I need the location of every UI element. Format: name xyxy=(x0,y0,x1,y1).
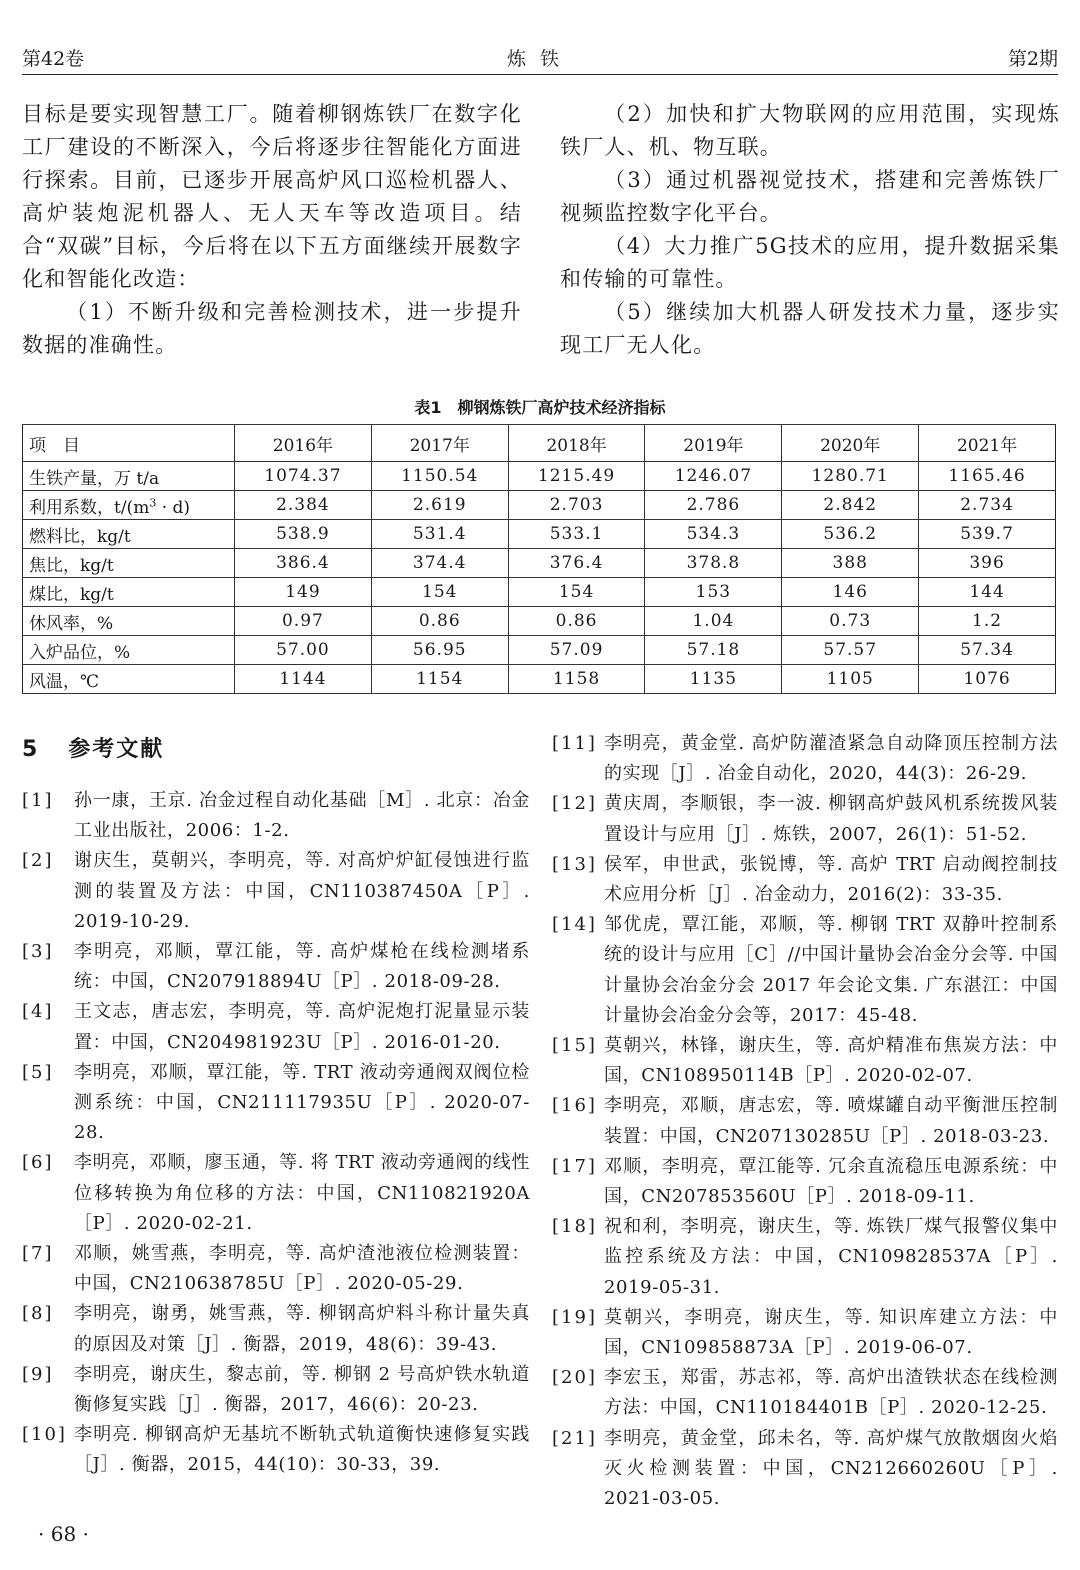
column-header: 项 目 xyxy=(23,425,235,462)
table-cell: 374.4 xyxy=(371,549,508,578)
reference-item xyxy=(552,910,1058,1031)
table-row xyxy=(23,462,1056,491)
reference-item xyxy=(552,1212,1058,1303)
column-header: 2016年 xyxy=(235,425,372,462)
body-paragraph: 目标是要实现智慧工厂。随着柳钢炼铁厂在数字化工厂建设的不断深入，今后将逐步往智能化方面进行探索。目前，已逐步开展高炉风口巡检机器人、高炉装炮泥机器人、无人天车等改造项目。结合“双碳”目标，今后将在以下五方面继续开展数字化和智能化改造： xyxy=(22,102,522,291)
reference-item xyxy=(22,1239,530,1299)
table-cell: 1150.54 xyxy=(371,462,508,491)
table-cell: 57.34 xyxy=(919,636,1056,665)
table-cell: 2.734 xyxy=(919,491,1056,520)
table-cell: 154 xyxy=(508,578,645,607)
issue-label: 第2期 xyxy=(1007,48,1058,70)
table-cell: 1154 xyxy=(371,665,508,694)
reference-number: [8] xyxy=(22,1303,54,1325)
table-cell: 56.95 xyxy=(371,636,508,665)
reference-text: 莫朝兴，李明亮，谢庆生，等. 知识库建立方法：中国，CN109858873A［P］. 2019-06-07. xyxy=(604,1306,1058,1359)
row-label: 煤比，kg/t xyxy=(23,578,235,607)
table-cell: 1076 xyxy=(919,665,1056,694)
list-item: （3）通过机器视觉技术，搭建和完善炼铁厂视频监控数字化平台。 xyxy=(560,168,1060,225)
reference-text: 孙一康，王京. 冶金过程自动化基础［M］. 北京：冶金工业出版社，2006：1-2. xyxy=(74,790,530,842)
reference-item xyxy=(22,1299,530,1359)
table-cell: 1280.71 xyxy=(782,462,919,491)
reference-text: 李明亮，谢庆生，黎志前，等. 柳钢 2 号高炉铁水轨道衡修复实践［J］. 衡器，2017，46(6)：20-23. xyxy=(74,1363,530,1416)
reference-text: 邓顺，李明亮，覃江能等. 冗余直流稳压电源系统：中国，CN207853560U［P］. 2018-09-11. xyxy=(604,1155,1058,1208)
reference-text: 李明亮. 柳钢高炉无基坑不断轨式轨道衡快速修复实践［J］. 衡器，2015，44(10)：30-33，39. xyxy=(74,1424,530,1476)
table-cell: 378.8 xyxy=(645,549,782,578)
table-cell: 1158 xyxy=(508,665,645,694)
reference-text: 李明亮，邓顺，廖玉通，等. 将 TRT 液动旁通阀的线性位移转换为角位移的方法：中国，CN110821920A［P］. 2020-02-21. xyxy=(74,1152,530,1234)
reference-number: [1] xyxy=(22,790,54,811)
column-header: 2018年 xyxy=(508,425,645,462)
table-cell: 0.86 xyxy=(508,607,645,636)
table-cell: 1215.49 xyxy=(508,462,645,491)
table-cell: 1.2 xyxy=(919,607,1056,636)
table-cell: 539.7 xyxy=(919,520,1056,549)
table-cell: 0.97 xyxy=(235,607,372,636)
reference-number: [10] xyxy=(22,1424,67,1446)
table-row xyxy=(23,578,1056,607)
reference-number: [5] xyxy=(22,1061,54,1083)
reference-number: [9] xyxy=(22,1363,54,1385)
table-cell: 57.00 xyxy=(235,636,372,665)
reference-text: 莫朝兴，林锋，谢庆生，等. 高炉精准布焦炭方法：中国，CN108950114B［P］. 2020-02-07. xyxy=(604,1035,1058,1087)
reference-item xyxy=(552,1424,1058,1515)
row-label-superscript: 3 xyxy=(149,495,157,509)
table-cell: 388 xyxy=(782,549,919,578)
body-column-right xyxy=(560,98,1060,362)
table-cell: 2.842 xyxy=(782,491,919,520)
reference-text: 李明亮，邓顺，唐志宏，等. 喷煤罐自动平衡泄压控制装置：中国，CN207130285U［P］. 2018-03-23. xyxy=(604,1095,1058,1147)
reference-item xyxy=(22,1148,530,1239)
table-cell: 2.786 xyxy=(645,491,782,520)
row-label-main: 利用系数，t/(m xyxy=(29,497,150,518)
section-number: 5 xyxy=(22,737,40,762)
table-cell: 144 xyxy=(919,578,1056,607)
table-cell: 57.18 xyxy=(645,636,782,665)
table-row xyxy=(23,549,1056,578)
row-label: 燃料比，kg/t xyxy=(23,520,235,549)
reference-number: [12] xyxy=(552,793,597,815)
table-cell: 531.4 xyxy=(371,520,508,549)
reference-text: 李明亮，黄金堂，邱未名，等. 高炉煤气放散烟囱火焰灭火检测装置：中国，CN212660260U［P］. 2021-03-05. xyxy=(604,1427,1058,1510)
column-header: 2020年 xyxy=(782,425,919,462)
table-cell: 57.57 xyxy=(782,636,919,665)
row-label: 休风率，% xyxy=(23,607,235,636)
column-header: 2017年 xyxy=(371,425,508,462)
reference-item xyxy=(552,1363,1058,1423)
reference-text: 王文志，唐志宏，李明亮，等. 高炉泥炮打泥量显示装置：中国，CN204981923U［P］. 2016-01-20. xyxy=(74,1001,530,1053)
reference-item xyxy=(552,729,1058,789)
table-cell: 2.384 xyxy=(235,491,372,520)
indicator-table xyxy=(22,424,1056,694)
table-row xyxy=(23,607,1056,636)
reference-number: [21] xyxy=(552,1427,597,1449)
table-cell: 2.703 xyxy=(508,491,645,520)
reference-number: [3] xyxy=(22,941,54,963)
list-item: （4）大力推广5G技术的应用，提升数据采集和传输的可靠性。 xyxy=(560,234,1060,291)
reference-number: [4] xyxy=(22,1001,54,1023)
table-cell: 0.73 xyxy=(782,607,919,636)
reference-text: 李明亮，邓顺，覃江能，等. 高炉煤枪在线检测堵系统：中国，CN207918894U［P］. 2018-09-28. xyxy=(74,941,530,993)
table-caption: 表1 柳钢炼铁厂高炉技术经济指标 xyxy=(414,398,666,417)
reference-number: [2] xyxy=(22,850,54,872)
reference-item xyxy=(22,937,530,997)
table-row xyxy=(23,665,1056,694)
row-label: 焦比，kg/t xyxy=(23,549,235,578)
reference-number: [20] xyxy=(552,1367,597,1389)
row-label xyxy=(23,491,235,520)
table-row xyxy=(23,520,1056,549)
reference-text: 黄庆周，李顺银，李一波. 柳钢高炉鼓风机系统拨风装置设计与应用［J］. 炼铁，2007，26(1)：51-52. xyxy=(604,793,1058,845)
row-label-tail: · d) xyxy=(156,497,191,518)
table-cell: 153 xyxy=(645,578,782,607)
page-number: · 68 · xyxy=(38,1522,89,1546)
column-header: 2021年 xyxy=(919,425,1056,462)
reference-number: [16] xyxy=(552,1095,597,1117)
table-cell: 146 xyxy=(782,578,919,607)
table-row xyxy=(23,636,1056,665)
reference-item xyxy=(22,786,530,846)
section-heading xyxy=(22,732,164,763)
reference-list-left xyxy=(22,786,530,1481)
table-header-row xyxy=(23,425,1056,462)
table-cell: 1144 xyxy=(235,665,372,694)
reference-text: 李明亮，邓顺，覃江能，等. TRT 液动旁通阀双阀位检测系统：中国，CN211117935U［P］. 2020-07-28. xyxy=(74,1061,530,1144)
running-header xyxy=(22,40,1058,75)
row-label: 风温，℃ xyxy=(23,665,235,694)
reference-number: [13] xyxy=(552,853,597,875)
table-cell: 1.04 xyxy=(645,607,782,636)
reference-item xyxy=(552,789,1058,849)
journal-name: 炼铁 xyxy=(506,48,573,70)
table-cell: 1135 xyxy=(645,665,782,694)
reference-item xyxy=(552,1031,1058,1091)
reference-number: [7] xyxy=(22,1243,54,1265)
table-cell: 149 xyxy=(235,578,372,607)
table-cell: 1074.37 xyxy=(235,462,372,491)
table-cell: 376.4 xyxy=(508,549,645,578)
reference-number: [6] xyxy=(22,1152,54,1174)
reference-text: 李明亮，黄金堂. 高炉防灌渣紧急自动降顶压控制方法的实现［J］. 冶金自动化，2020，44(3)：26-29. xyxy=(604,733,1058,785)
column-header: 2019年 xyxy=(645,425,782,462)
reference-number: [17] xyxy=(552,1155,597,1177)
reference-text: 侯军，申世武，张锐博，等. 高炉 TRT 启动阀控制技术应用分析［J］. 冶金动力，2016(2)：33-35. xyxy=(604,853,1058,906)
reference-text: 谢庆生，莫朝兴，李明亮，等. 对高炉炉缸侵蚀进行监测的装置及方法：中国，CN110387450A［P］. 2019-10-29. xyxy=(74,850,530,932)
table-cell: 536.2 xyxy=(782,520,919,549)
table-cell: 533.1 xyxy=(508,520,645,549)
reference-item xyxy=(552,1152,1058,1212)
reference-item xyxy=(22,1360,530,1420)
volume-label: 第42卷 xyxy=(22,48,85,70)
table-cell: 1165.46 xyxy=(919,462,1056,491)
body-column-left xyxy=(22,98,522,362)
reference-number: [15] xyxy=(552,1035,597,1057)
reference-number: [18] xyxy=(552,1216,597,1238)
table-cell: 538.9 xyxy=(235,520,372,549)
reference-item xyxy=(552,1091,1058,1151)
row-label: 生铁产量，万 t/a xyxy=(23,462,235,491)
reference-item xyxy=(552,850,1058,910)
reference-item xyxy=(22,1420,530,1480)
reference-list-right xyxy=(552,729,1058,1514)
table-cell: 1105 xyxy=(782,665,919,694)
reference-item xyxy=(22,846,530,937)
reference-text: 邓顺，姚雪燕，李明亮，等. 高炉渣池液位检测装置：中国，CN210638785U［P］. 2020-05-29. xyxy=(74,1243,530,1295)
table-cell: 396 xyxy=(919,549,1056,578)
reference-text: 祝和利，李明亮，谢庆生，等. 炼铁厂煤气报警仪集中监控系统及方法：中国，CN109828537A［P］. 2019-05-31. xyxy=(604,1216,1058,1298)
table-cell: 0.86 xyxy=(371,607,508,636)
table-row xyxy=(23,491,1056,520)
list-item: （1）不断升级和完善检测技术，进一步提升数据的准确性。 xyxy=(22,300,522,357)
reference-number: [19] xyxy=(552,1306,597,1328)
table-cell: 2.619 xyxy=(371,491,508,520)
reference-item xyxy=(22,997,530,1057)
table-cell: 1246.07 xyxy=(645,462,782,491)
table-cell: 534.3 xyxy=(645,520,782,549)
table-cell: 57.09 xyxy=(508,636,645,665)
reference-text: 李宏玉，郑雷，苏志祁，等. 高炉出渣铁状态在线检测方法：中国，CN110184401B［P］. 2020-12-25. xyxy=(604,1367,1058,1419)
reference-text: 李明亮，谢勇，姚雪燕，等. 柳钢高炉料斗称计量失真的原因及对策［J］. 衡器，2019，48(6)：39-43. xyxy=(74,1303,530,1355)
list-item: （5）继续加大机器人研发技术力量，逐步实现工厂无人化。 xyxy=(560,300,1060,357)
reference-item xyxy=(552,1303,1058,1363)
list-item: （2）加快和扩大物联网的应用范围，实现炼铁厂人、机、物互联。 xyxy=(560,102,1060,159)
row-label: 入炉品位，% xyxy=(23,636,235,665)
reference-text: 邹优虎，覃江能，邓顺，等. 柳钢 TRT 双静叶控制系统的设计与应用［C］//中国计量协会冶金分会等. 中国计量协会冶金分会 2017 年会论文集. 广东湛江：中国计量协会冶金分会等，2017：45-48. xyxy=(604,914,1058,1026)
reference-number: [11] xyxy=(552,733,597,754)
reference-number: [14] xyxy=(552,914,597,936)
table-cell: 386.4 xyxy=(235,549,372,578)
section-title: 参考文献 xyxy=(68,737,165,762)
table-cell: 154 xyxy=(371,578,508,607)
reference-item xyxy=(22,1058,530,1149)
